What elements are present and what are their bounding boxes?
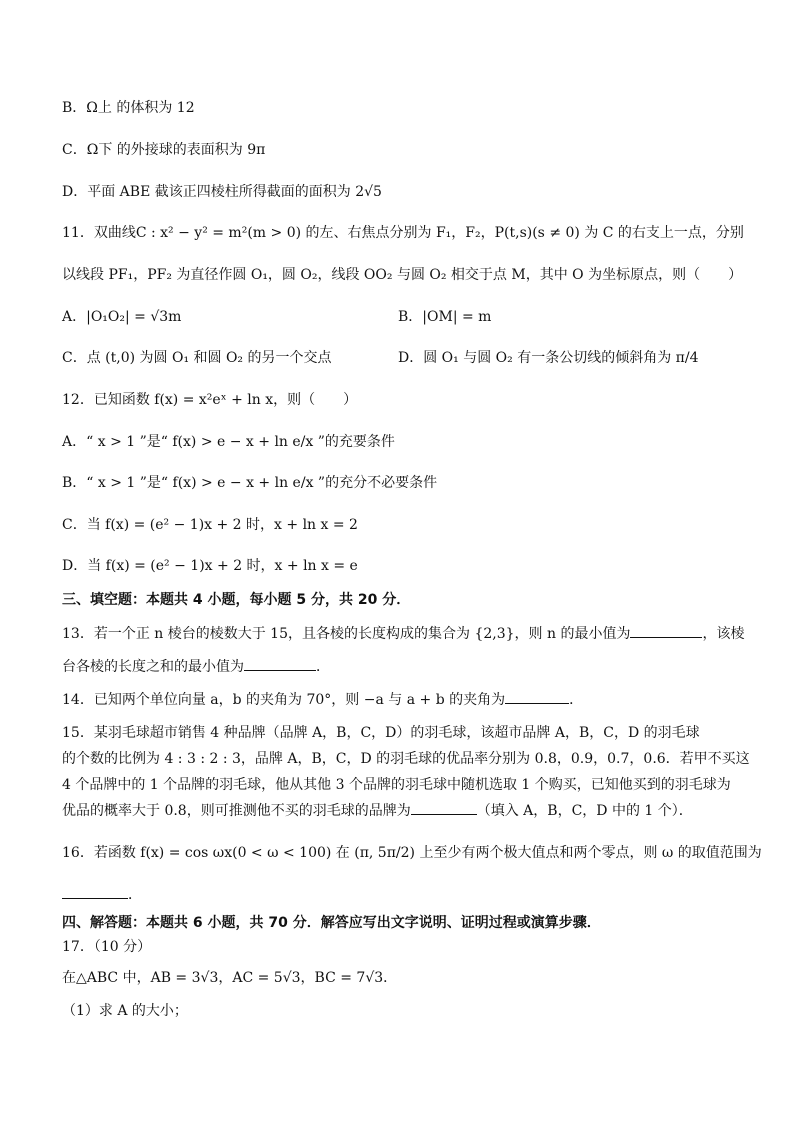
- q15-line1: 15．某羽毛球超市销售 4 种品牌（品牌 A，B，C，D）的羽毛球，该超市品牌 A，B，C，D 的羽毛球: [62, 725, 700, 741]
- q12-option-b: B．“ x > 1 ”是“ f(x) > e − x + ln e/x ”的充分不必要条件: [62, 475, 438, 491]
- q16-answer-line: [62, 884, 142, 905]
- q10-option-b: B．Ω上 的体积为 12: [62, 100, 195, 116]
- q17-part1: （1）求 A 的大小；: [62, 1003, 188, 1019]
- q13-answer-blank-1[interactable]: [630, 623, 702, 638]
- q14-text: 14．已知两个单位向量 a，b 的夹角为 70°，则 −a 与 a + b 的夹角为: [62, 692, 506, 708]
- q12-option-d: D．当 f(x) = (e² − 1)x + 2 时，x + ln x = e: [62, 558, 358, 574]
- q13-answer-blank-2[interactable]: [244, 656, 316, 671]
- q17-stem: 在△ABC 中，AB = 3√3，AC = 5√3，BC = 7√3．: [62, 970, 398, 986]
- q11-stem-line2: 以线段 PF₁，PF₂ 为直径作圆 O₁，圆 O₂，线段 OO₂ 与圆 O₂ 相交于点 M，其中 O 为坐标原点，则（ ）: [62, 267, 743, 283]
- q12-stem: 12．已知函数 f(x) = x²eˣ + ln x，则（ ）: [62, 392, 358, 408]
- q14-tail: ．: [569, 692, 584, 708]
- q13-text-d: ．: [316, 659, 330, 675]
- q12-option-c: C．当 f(x) = (e² − 1)x + 2 时，x + ln x = 2: [62, 517, 358, 533]
- q11-option-c: C．点 (t,0) 为圆 O₁ 和圆 O₂ 的另一个交点: [62, 350, 332, 366]
- q15-answer-blank[interactable]: [411, 800, 477, 815]
- q15-line4: [62, 800, 693, 821]
- q16-answer-blank[interactable]: [62, 884, 128, 899]
- q14-answer-blank[interactable]: [505, 689, 569, 704]
- q14-line: [62, 689, 583, 710]
- q16-tail: ．: [128, 887, 142, 903]
- q15-text: 优品的概率大于 0.8，则可推测他不买的羽毛球的品牌为: [62, 803, 411, 819]
- q15-line2: 的个数的比例为 4 : 3 : 2 : 3，品牌 A，B，C，D 的羽毛球的优品率分别为 0.8，0.9，0.7，0.6．若甲不买这: [62, 751, 750, 767]
- q11-option-b: B．|OM| = m: [398, 309, 492, 325]
- q13-line1: [62, 623, 744, 644]
- q13-text-a: 13．若一个正 n 棱台的棱数大于 15，且各棱的长度构成的集合为 {2,3}，则 n 的最小值为: [62, 626, 631, 642]
- section-4-heading: 四、解答题：本题共 6 小题，共 70 分．解答应写出文字说明、证明过程或演算步骤．: [62, 915, 601, 931]
- q13-line2: [62, 656, 330, 677]
- q13-text-b: ，该棱: [702, 626, 745, 642]
- q15-tail: （填入 A，B，C，D 中的 1 个）．: [476, 803, 693, 819]
- q12-option-a: A．“ x > 1 ”是“ f(x) > e − x + ln e/x ”的充要条件: [62, 434, 395, 450]
- q16-line: 16．若函数 f(x) = cos ωx(0 < ω < 100) 在 (π, 5π/2) 上至少有两个极大值点和两个零点，则 ω 的取值范围为: [62, 845, 762, 861]
- q11-stem-line1: 11．双曲线C : x² − y² = m²(m > 0) 的左、右焦点分别为 F₁，F₂，P(t,s)(s ≠ 0) 为 C 的右支上一点，分别: [62, 225, 744, 241]
- q10-option-c: C．Ω下 的外接球的表面积为 9π: [62, 142, 266, 158]
- q13-text-c: 台各棱的长度之和的最小值为: [62, 659, 244, 675]
- q17-heading: 17．（10 分）: [62, 939, 152, 955]
- q10-option-d: D．平面 ABE 截该正四棱柱所得截面的面积为 2√5: [62, 184, 382, 200]
- q15-line3: 4 个品牌中的 1 个品牌的羽毛球，他从其他 3 个品牌的羽毛球中随机选取 1 个购买，已知他买到的羽毛球为: [62, 777, 731, 793]
- q11-option-a: A．|O₁O₂| = √3m: [62, 309, 182, 325]
- q11-option-d: D．圆 O₁ 与圆 O₂ 有一条公切线的倾斜角为 π/4: [398, 350, 699, 366]
- section-3-heading: 三、填空题：本题共 4 小题，每小题 5 分，共 20 分．: [62, 592, 411, 608]
